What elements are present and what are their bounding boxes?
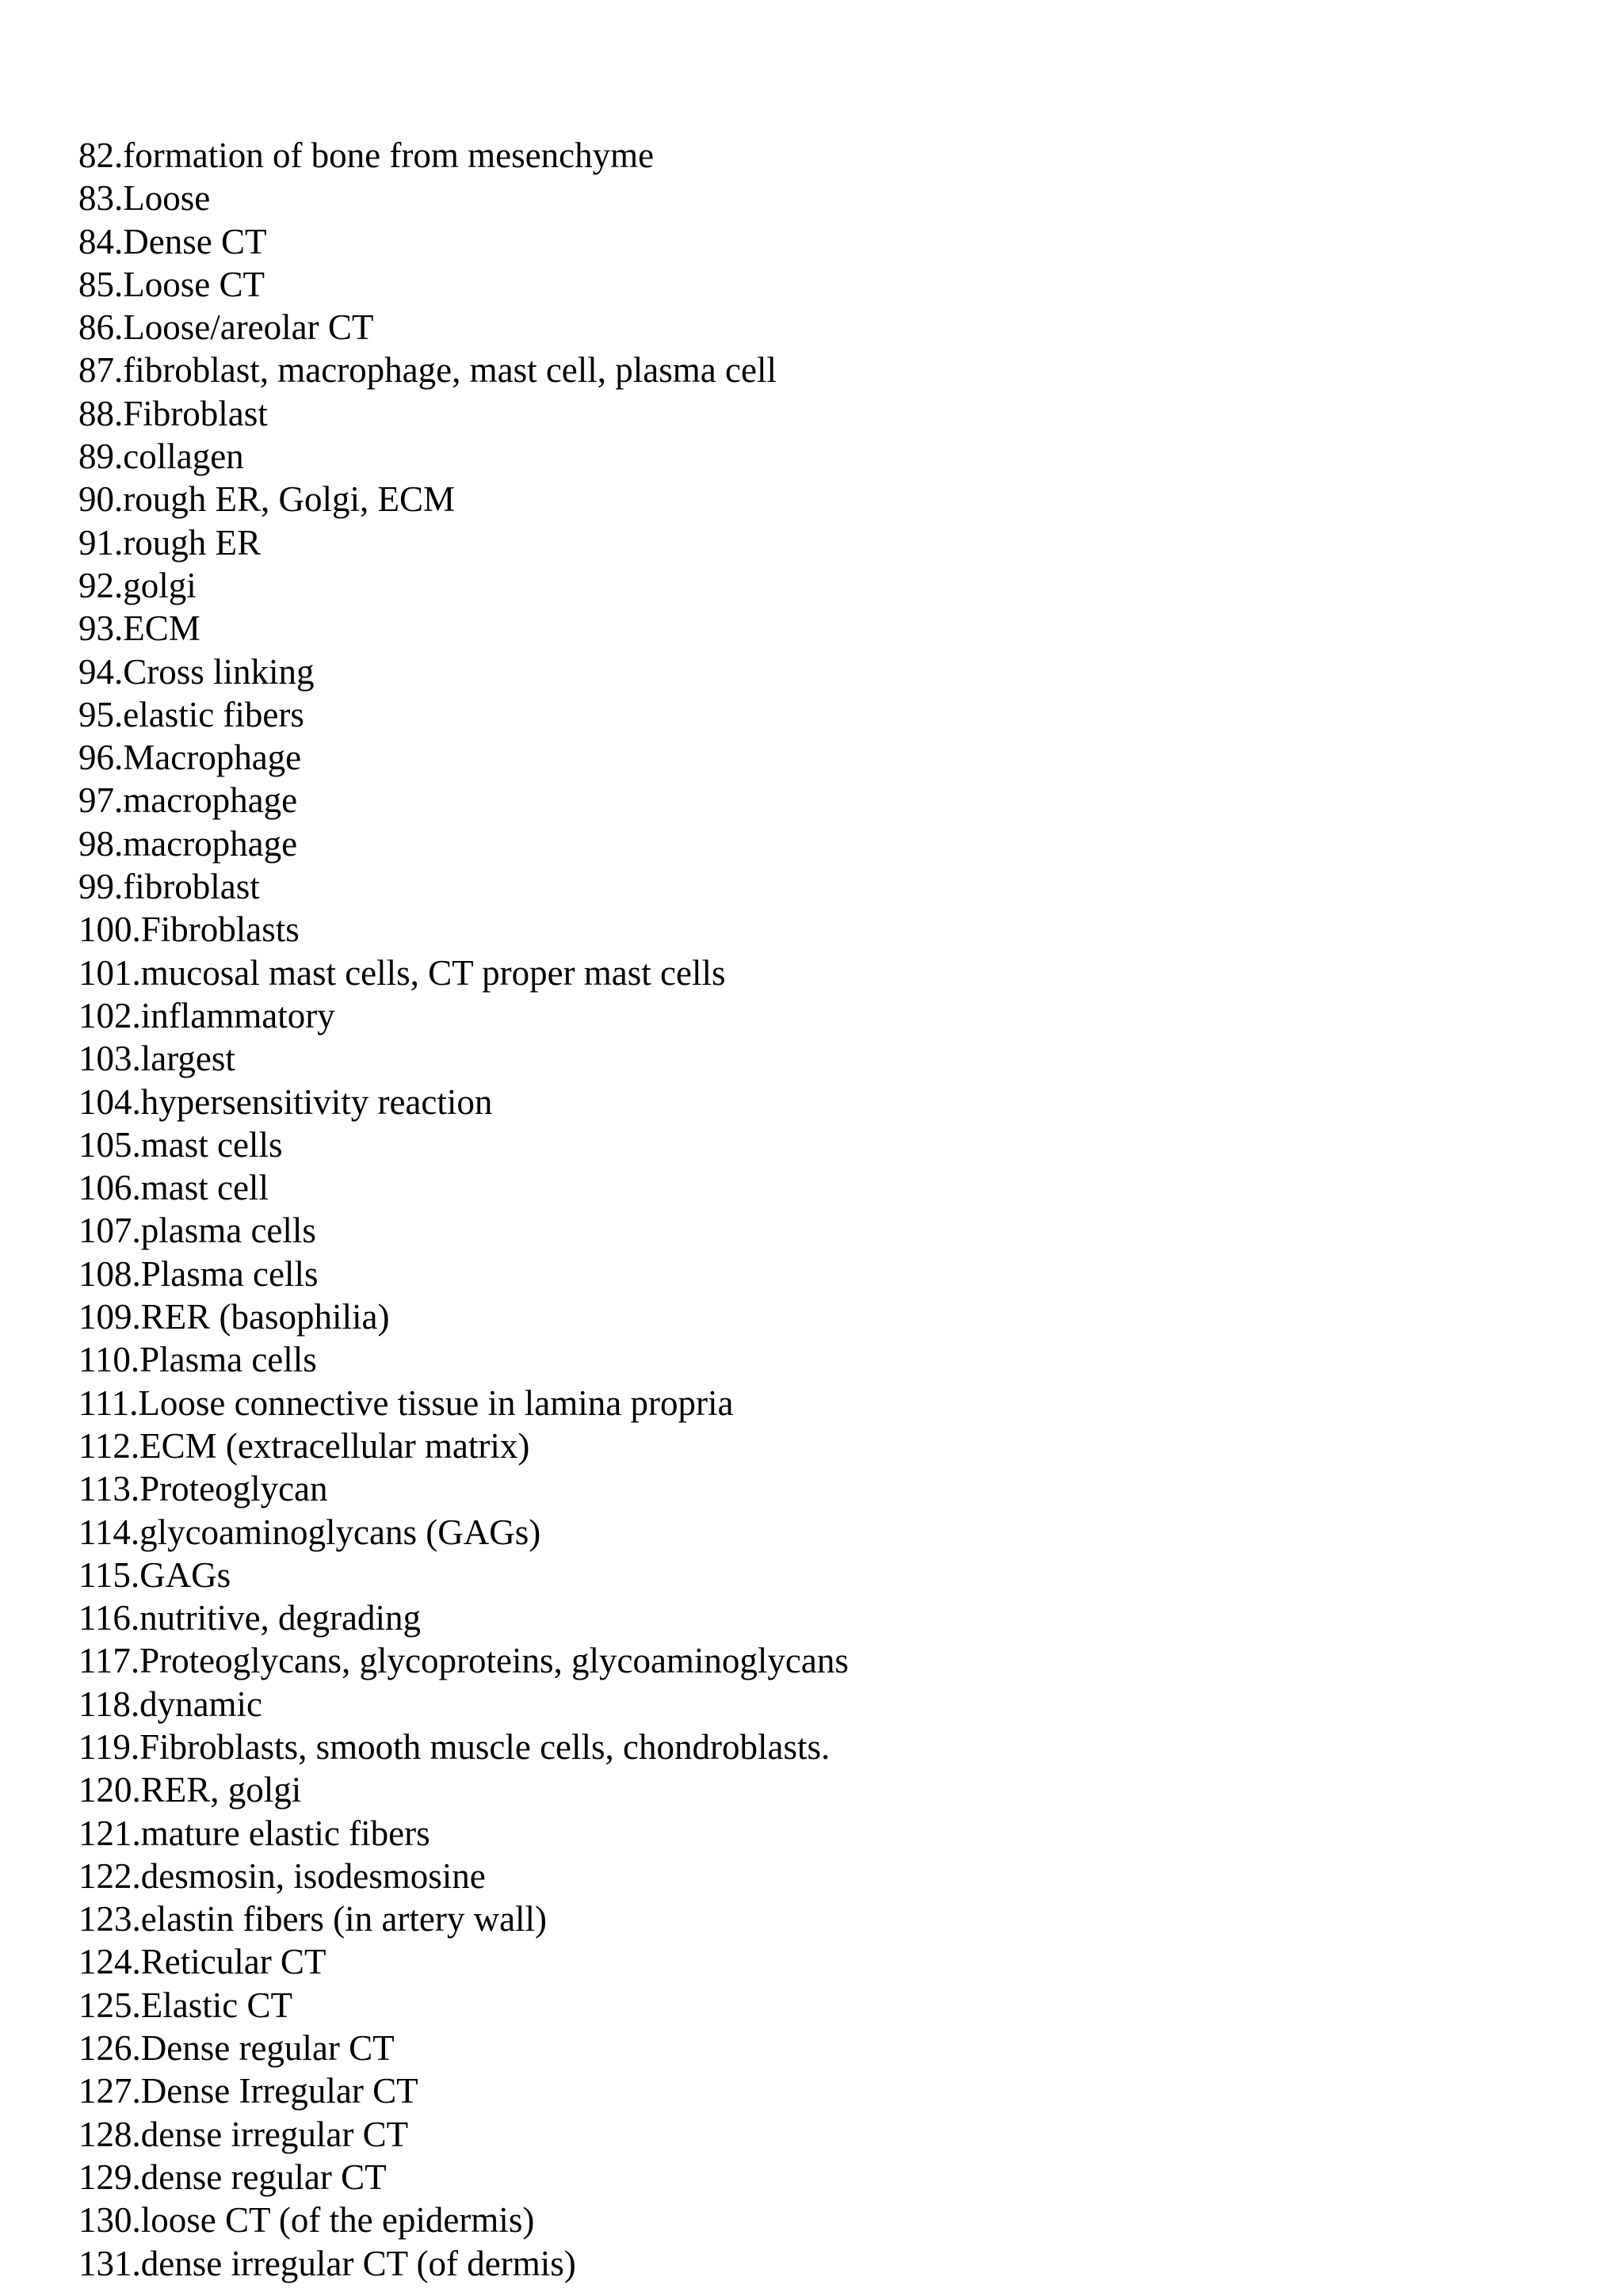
answer-line: 131.dense irregular CT (of dermis) xyxy=(78,2243,576,2283)
answer-line: 95.elastic fibers xyxy=(78,694,304,734)
answer-line: 108.Plasma cells xyxy=(78,1253,319,1294)
answer-line: 105.mast cells xyxy=(78,1124,283,1165)
answer-line: 98.macrophage xyxy=(78,823,298,864)
answer-line: 85.Loose CT xyxy=(78,264,265,304)
answer-line: 112.ECM (extracellular matrix) xyxy=(78,1425,530,1466)
answer-line: 97.macrophage xyxy=(78,780,298,821)
answer-line: 91.rough ER xyxy=(78,522,261,563)
answer-line: 103.largest xyxy=(78,1039,235,1079)
answer-line: 129.dense regular CT xyxy=(78,2157,387,2197)
answer-line: 128.dense irregular CT xyxy=(78,2114,409,2154)
answer-line: 119.Fibroblasts, smooth muscle cells, chondroblasts. xyxy=(78,1726,831,1767)
answer-line: 109.RER (basophilia) xyxy=(78,1297,390,1337)
answer-line: 83.Loose xyxy=(78,178,211,219)
answer-line: 120.RER, golgi xyxy=(78,1770,302,1810)
answer-line: 130.loose CT (of the epidermis) xyxy=(78,2200,535,2241)
answer-line: 123.elastin fibers (in artery wall) xyxy=(78,1899,548,1939)
answer-line: 89.collagen xyxy=(78,437,244,477)
answer-line: 87.fibroblast, macrophage, mast cell, plasma cell xyxy=(78,350,777,391)
answer-line: 84.Dense CT xyxy=(78,221,267,261)
answer-line: 107.plasma cells xyxy=(78,1211,316,1251)
answer-line: 125.Elastic CT xyxy=(78,1985,292,2025)
answer-line: 116.nutritive, degrading xyxy=(78,1598,421,1638)
answer-line: 115.GAGs xyxy=(78,1554,231,1595)
answer-line: 122.desmosin, isodesmosine xyxy=(78,1855,486,1896)
answer-line: 110.Plasma cells xyxy=(78,1340,317,1380)
answer-line: 100.Fibroblasts xyxy=(78,910,300,950)
answer-line: 114.glycoaminoglycans (GAGs) xyxy=(78,1512,541,1552)
answer-list xyxy=(78,134,849,2285)
answer-line: 127.Dense Irregular CT xyxy=(78,2071,418,2111)
answer-line: 111.Loose connective tissue in lamina propria xyxy=(78,1383,734,1423)
answer-line: 96.Macrophage xyxy=(78,738,302,778)
answer-line: 106.mast cell xyxy=(78,1168,269,1208)
answer-line: 126.Dense regular CT xyxy=(78,2028,395,2069)
answer-line: 121.mature elastic fibers xyxy=(78,1813,430,1853)
answer-line: 94.Cross linking xyxy=(78,651,315,692)
answer-line: 90.rough ER, Golgi, ECM xyxy=(78,479,456,520)
answer-line: 117.Proteoglycans, glycoproteins, glycoaminoglycans xyxy=(78,1641,849,1681)
answer-line: 102.inflammatory xyxy=(78,995,335,1035)
answer-line: 82.formation of bone from mesenchyme xyxy=(78,135,655,175)
answer-line: 92.golgi xyxy=(78,565,197,605)
answer-line: 86.Loose/areolar CT xyxy=(78,307,374,348)
answer-line: 118.dynamic xyxy=(78,1684,263,1724)
answer-line: 93.ECM xyxy=(78,608,200,649)
answer-line: 101.mucosal mast cells, CT proper mast cells xyxy=(78,952,726,993)
answer-line: 124.Reticular CT xyxy=(78,1942,327,1982)
answer-line: 88.Fibroblast xyxy=(78,393,268,433)
answer-line: 113.Proteoglycan xyxy=(78,1469,328,1509)
answer-line: 99.fibroblast xyxy=(78,867,260,907)
answer-line: 104.hypersensitivity reaction xyxy=(78,1081,493,1122)
